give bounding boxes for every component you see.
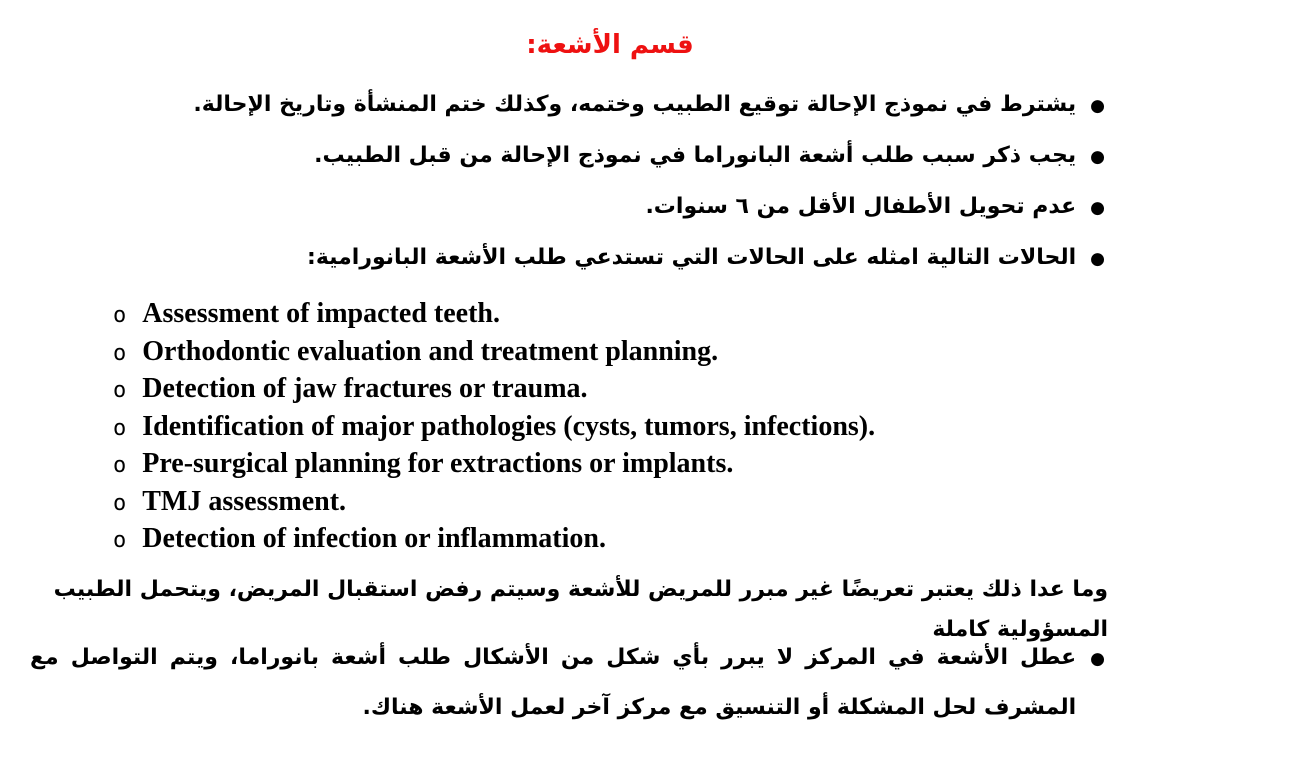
- bullet-dot-icon: ●: [1090, 649, 1105, 669]
- bullet-dot-icon: ●: [1090, 96, 1105, 116]
- arabic-bullet-text: عطل الأشعة في المركز لا يبرر بأي شكل من الأشكال طلب أشعة بانوراما، ويتم التواصل مع المشرف لحل المشكلة أو التنسيق مع مركز آخر لعمل الأشعة هناك.: [30, 645, 1077, 720]
- circle-bullet-icon: o: [113, 490, 127, 516]
- arabic-bullet-text: يجب ذكر سبب طلب أشعة البانوراما في نموذج الإحالة من قبل الطبيب.: [314, 143, 1077, 168]
- arabic-bullet-item-referral-signature: [30, 80, 1105, 131]
- english-bullet-item-impacted-teeth: [113, 296, 1113, 334]
- english-bullet-item-pathologies: [113, 409, 1113, 447]
- warning-paragraph: وما عدا ذلك يعتبر تعريضًا غير مبرر للمريض للأشعة وسيتم رفض استقبال المريض، ويتحمل الطبيب المسؤولية كاملة: [53, 577, 1108, 642]
- arabic-bullet-list: [30, 80, 1105, 284]
- bullet-dot-icon: ●: [1090, 198, 1105, 218]
- bullet-dot-icon: ●: [1090, 147, 1105, 167]
- arabic-bullet-item-example-cases: [30, 233, 1105, 284]
- english-bullet-text: TMJ assessment.: [142, 485, 347, 517]
- english-bullet-item-tmj: [113, 484, 1113, 522]
- english-bullet-text: Detection of jaw fractures or trauma.: [142, 373, 588, 404]
- english-bullet-text: Detection of infection or inflammation.: [142, 523, 606, 554]
- page-title: قسم الأشعة:: [526, 30, 694, 60]
- arabic-bullet-text: الحالات التالية امثله على الحالات التي تستدعي طلب الأشعة البانورامية:: [307, 245, 1077, 270]
- english-bullet-item-orthodontic: [113, 334, 1113, 372]
- english-bullet-text: Assessment of impacted teeth.: [142, 298, 500, 329]
- panorama-indications-list: [113, 296, 1113, 559]
- arabic-bullet-item-equipment-failure: [30, 633, 1105, 733]
- circle-bullet-icon: o: [113, 378, 127, 403]
- english-bullet-text: Orthodontic evaluation and treatment planning.: [142, 335, 719, 367]
- circle-bullet-icon: o: [113, 453, 127, 478]
- circle-bullet-icon: o: [113, 415, 127, 441]
- circle-bullet-icon: o: [113, 340, 127, 366]
- english-bullet-item-pre-surgical: [113, 446, 1113, 484]
- circle-bullet-icon: o: [113, 528, 127, 553]
- arabic-bullet-item-children-age: [30, 182, 1105, 233]
- english-bullet-item-jaw-fractures: [113, 371, 1113, 409]
- circle-bullet-icon: o: [113, 303, 127, 328]
- english-bullet-text: Identification of major pathologies (cysts, tumors, infections).: [142, 410, 876, 442]
- arabic-bullet-text: يشترط في نموذج الإحالة توقيع الطبيب وختمه، وكذلك ختم المنشأة وتاريخ الإحالة.: [193, 92, 1077, 117]
- arabic-bullet-text: عدم تحويل الأطفال الأقل من ٦ سنوات.: [645, 194, 1077, 219]
- english-bullet-item-infection: [113, 521, 1113, 559]
- bullet-dot-icon: ●: [1090, 249, 1105, 269]
- english-bullet-text: Pre-surgical planning for extractions or implants.: [142, 448, 734, 479]
- arabic-bullet-item-panorama-reason: [30, 131, 1105, 182]
